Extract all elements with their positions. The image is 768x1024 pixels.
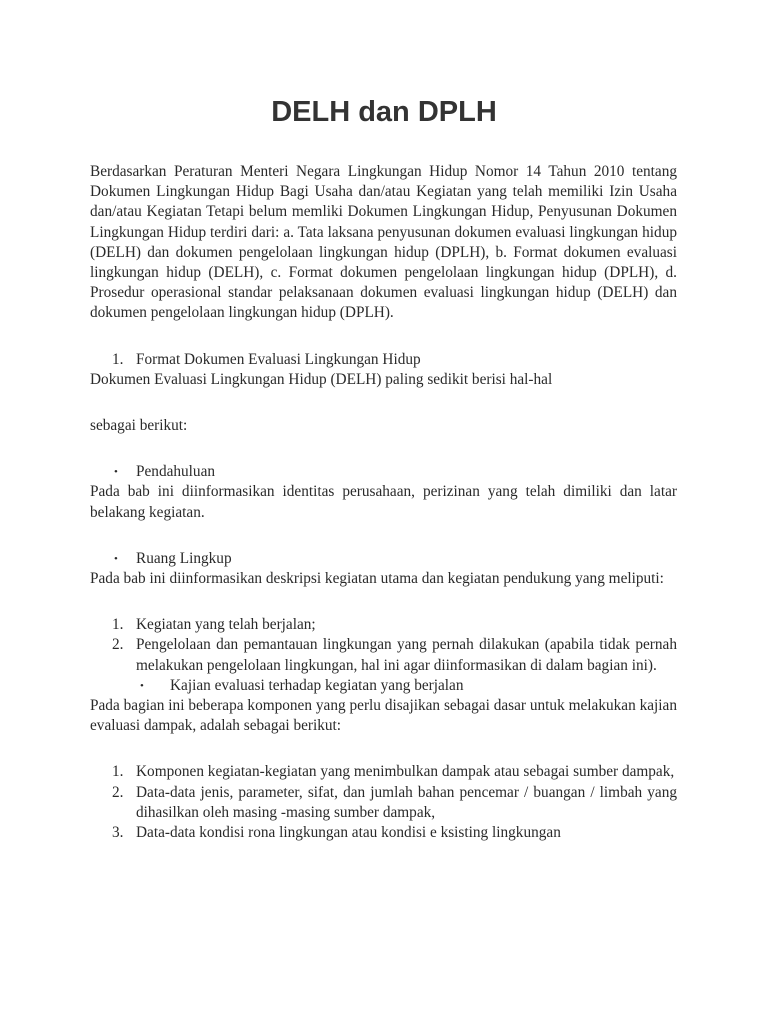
bullet-heading: Pendahuluan bbox=[136, 463, 216, 481]
section-heading-text: Format Dokumen Evaluasi Lingkungan Hidup bbox=[136, 350, 421, 368]
list-item bbox=[90, 762, 677, 782]
section-list bbox=[90, 350, 677, 370]
bullet-item-kajian bbox=[90, 676, 677, 696]
bullet-icon: • bbox=[114, 466, 118, 479]
list-item bbox=[90, 615, 677, 635]
document-body bbox=[90, 162, 677, 843]
list-item bbox=[90, 635, 677, 675]
bullet-icon: • bbox=[140, 679, 144, 692]
ruang-lingkup-text: Pada bab ini diinformasikan deskripsi kegiatan utama dan kegiatan pendukung yang meliputi: bbox=[90, 570, 664, 588]
section-heading bbox=[90, 350, 677, 370]
numbered-list bbox=[90, 762, 677, 843]
list-number: 2. bbox=[112, 783, 124, 801]
section-intro-line: Dokumen Evaluasi Lingkungan Hidup (DELH) paling sedikit berisi hal-hal bbox=[90, 370, 553, 388]
list-item bbox=[90, 783, 677, 823]
bullet-item-pendahuluan bbox=[90, 462, 677, 482]
bullet-heading: Ruang Lingkup bbox=[136, 549, 232, 567]
intro-paragraph: Berdasarkan Peraturan Menteri Negara Lingkungan Hidup Nomor 14 Tahun 2010 tentang Dokumen Lingkungan Hidup Bagi Usaha dan/atau Kegiatan yang telah memiliki Izin Usaha dan/atau Kegiatan Tetapi belum memliki Dokumen Lingkungan Hidup, Penyusunan Dokumen Lingkungan Hidup terdiri dari: a. Tata laksana penyusunan dokumen evaluasi lingkungan hidup (DELH) dan dokumen pengelolaan lingkungan hidup (DPLH), b. Format dokumen evaluasi lingkungan hidup (DELH), c. Format dokumen pengelolaan lingkungan hidup (DPLH), d. Prosedur operasional standar pelaksanaan dokumen evaluasi lingkungan hidup (DELH) dan dokumen pengelolaan lingkungan hidup (DPLH). bbox=[90, 163, 677, 322]
page-title: DELH dan DPLH bbox=[271, 96, 497, 128]
section-intro-line-2: sebagai berikut: bbox=[90, 417, 188, 435]
kajian-text: Pada bagian ini beberapa komponen yang perlu disajikan sebagai dasar untuk melakukan kajian evaluasi dampak, adalah sebagai berikut: bbox=[90, 697, 677, 735]
bullet-list bbox=[90, 462, 677, 482]
list-item-text: Kegiatan yang telah berjalan; bbox=[136, 616, 316, 634]
list-item-text: Pengelolaan dan pemantauan lingkungan yang pernah dilakukan (apabila tidak pernah melakukan pengelolaan lingkungan, hal ini agar diinformasikan di dalam bagian ini). bbox=[136, 636, 677, 674]
list-number: 1. bbox=[112, 763, 124, 781]
bullet-list bbox=[90, 676, 677, 696]
bullet-list bbox=[90, 549, 677, 569]
list-number: 1. bbox=[112, 350, 124, 368]
pendahuluan-text: Pada bab ini diinformasikan identitas perusahaan, perizinan yang telah dimiliki dan latar belakang kegiatan. bbox=[90, 483, 677, 521]
list-item-text: Data-data kondisi rona lingkungan atau kondisi e ksisting lingkungan bbox=[136, 824, 561, 842]
list-number: 3. bbox=[112, 824, 124, 842]
list-item bbox=[90, 823, 677, 843]
numbered-list bbox=[90, 615, 677, 676]
list-number: 1. bbox=[112, 616, 124, 634]
list-item-text: Komponen kegiatan-kegiatan yang menimbulkan dampak atau sebagai sumber dampak, bbox=[136, 763, 675, 781]
list-item-text: Data-data jenis, parameter, sifat, dan jumlah bahan pencemar / buangan / limbah yang dihasilkan oleh masing -masing sumber dampak, bbox=[136, 783, 677, 821]
bullet-item-ruang-lingkup bbox=[90, 549, 677, 569]
bullet-icon: • bbox=[114, 552, 118, 565]
bullet-heading: Kajian evaluasi terhadap kegiatan yang berjalan bbox=[170, 676, 464, 694]
list-number: 2. bbox=[112, 636, 124, 654]
